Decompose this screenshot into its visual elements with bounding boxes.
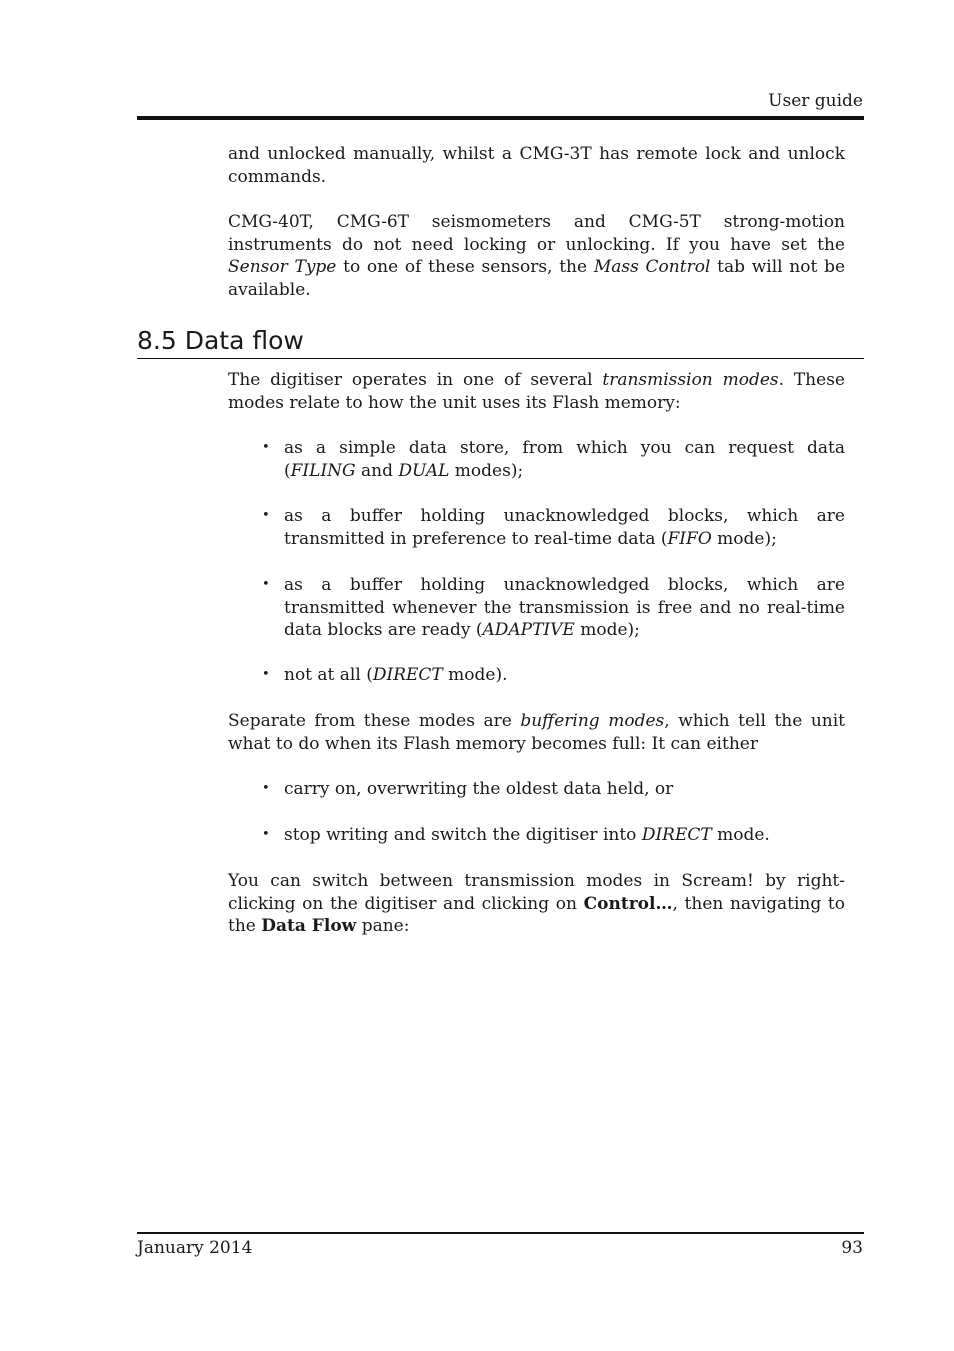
paragraph-text: . These modes relate to how the unit uses its Flash memory: (228, 370, 845, 413)
term-direct: DIRECT (372, 665, 443, 685)
paragraph-text: CMG-40T, CMG-6T seismometers and CMG-5T strong-motion instruments do not need locking or unlocking. If you have set the (228, 212, 845, 255)
bullet-icon: • (262, 508, 270, 523)
list-item-text: and (355, 460, 399, 481)
header-rule (137, 116, 864, 120)
paragraph-text: to one of these sensors, the (336, 257, 594, 278)
term-direct: DIRECT (641, 825, 712, 845)
list-item-text: mode); (574, 620, 640, 641)
list-item-text: not at all ( (284, 665, 373, 685)
ui-term-control: Control… (583, 893, 673, 914)
bullet-icon: • (262, 440, 270, 455)
term-transmission-modes: transmission modes (602, 370, 779, 390)
term-buffering-modes: buffering modes (520, 711, 665, 731)
list-item (284, 778, 845, 801)
section-rule (137, 358, 864, 359)
term-dual: DUAL (398, 460, 450, 481)
list-item-text: carry on, overwriting the oldest data held, or (284, 779, 674, 799)
section-heading: 8.5 Data flow (137, 326, 304, 355)
paragraph-text: tab will not be available. (228, 257, 846, 300)
paragraph-closing (228, 870, 845, 938)
paragraph-text: pane: (356, 916, 410, 937)
term-mass-control: Mass Control (593, 257, 711, 278)
paragraph-no-locking (228, 211, 845, 301)
list-item-text: modes); (449, 460, 524, 481)
list-item-text: as a buffer holding unacknowledged blocks, which are transmitted in preference to real-time data ( (284, 506, 845, 549)
list-item (284, 664, 845, 687)
paragraph-text: Separate from these modes are (228, 711, 521, 731)
list-item (284, 505, 845, 550)
paragraph-text: , which tell the unit what to do when its Flash memory becomes full: It can either (228, 711, 846, 754)
bullet-icon: • (262, 577, 270, 592)
list-item-text: mode. (711, 825, 770, 845)
list-item-text: as a buffer holding unacknowledged blocks, which are transmitted whenever the transmission is free and no real-time data blocks are ready ( (284, 575, 845, 641)
footer-date: January 2014 (137, 1238, 253, 1258)
list-item (284, 824, 845, 847)
list-item (284, 437, 845, 482)
paragraph-buffering (228, 710, 845, 755)
bullet-icon: • (262, 781, 270, 796)
list-item-text: stop writing and switch the digitiser into (284, 825, 642, 845)
bullet-icon: • (262, 827, 270, 842)
paragraph-text: , then navigating to the (228, 893, 845, 937)
list-item-text: as a simple data store, from which you can request data ( (284, 438, 845, 481)
term-sensor-type: Sensor Type (228, 257, 337, 278)
paragraph-text: You can switch between transmission modes in Scream! by right-clicking on the digitiser and clicking on (228, 871, 845, 914)
term-adaptive: ADAPTIVE (482, 620, 575, 641)
list-item-text: mode); (711, 528, 777, 549)
term-filing: FILING (290, 460, 356, 481)
paragraph-text: The digitiser operates in one of several (228, 370, 603, 390)
term-fifo: FIFO (667, 528, 712, 549)
paragraph-intro (228, 369, 845, 414)
footer-rule (137, 1232, 864, 1234)
ui-term-data-flow: Data Flow (261, 916, 357, 937)
bullet-icon: • (262, 667, 270, 682)
paragraph-locking-cont (228, 143, 845, 188)
list-item (284, 574, 845, 642)
paragraph-text: and unlocked manually, whilst a CMG-3T has remote lock and unlock commands. (228, 144, 845, 187)
page-header-label: User guide (768, 91, 863, 111)
page-number: 93 (841, 1238, 863, 1258)
list-item-text: mode). (442, 665, 508, 685)
